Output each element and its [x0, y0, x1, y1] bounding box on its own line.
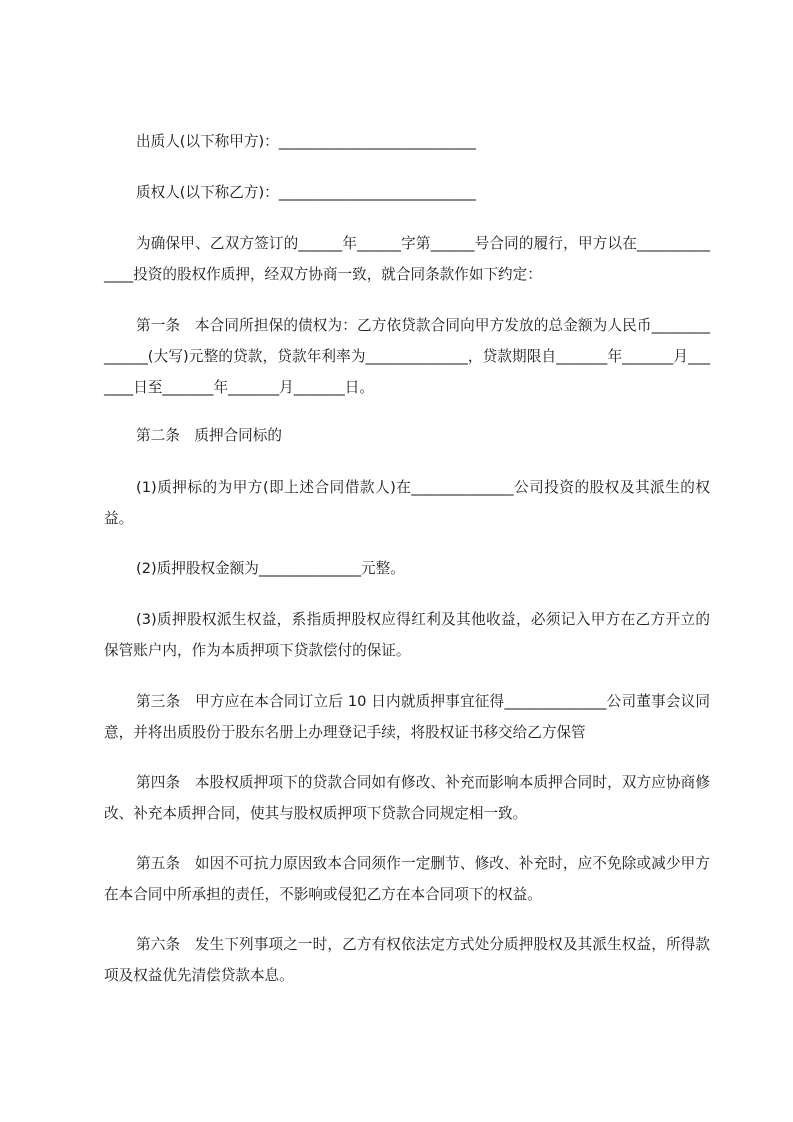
article-2-item-3: (3)质押股权派生权益，系指质押股权应得红利及其他收益，必须记入甲方在乙方开立的保管账户内，作为本质押项下贷款偿付的保证。	[104, 611, 710, 659]
pledgor-line: 出质人(以下称甲方)：___________________________	[136, 133, 476, 150]
article-3-paragraph: 第三条 甲方应在本合同订立后 10 日内就质押事宜征得______________公司董事会议同意，并将出质股份于股东名册上办理登记手续，将股权证书移交给乙方保管	[104, 693, 710, 741]
article-1-paragraph: 第一条 本合同所担保的债权为：乙方依贷款合同向甲方发放的总金额为人民币______________(大写)元整的贷款，贷款年利率为______________，贷款期限自_______年_______月_______日至_______年_______月_______日。	[104, 317, 710, 396]
pledgee-line: 质权人(以下称乙方)：___________________________	[136, 184, 476, 201]
article-2-item-1: (1)质押标的为甲方(即上述合同借款人)在______________公司投资的股权及其派生的权益。	[104, 479, 710, 527]
article-6-paragraph: 第六条 发生下列事项之一时，乙方有权依法定方式处分质押股权及其派生权益，所得款项及权益优先清偿贷款本息。	[104, 936, 710, 984]
article-4-paragraph: 第四条 本股权质押项下的贷款合同如有修改、补充而影响本质押合同时，双方应协商修改、补充本质押合同，使其与股权质押项下贷款合同规定相一致。	[104, 774, 710, 822]
preamble-paragraph: 为确保甲、乙双方签订的______年______字第______号合同的履行，甲方以在______________投资的股权作质押，经双方协商一致，就合同条款作如下约定：	[104, 235, 710, 283]
article-2-item-2: (2)质押股权金额为______________元整。	[136, 560, 405, 577]
article-2-heading: 第二条 质押合同标的	[136, 427, 282, 444]
article-5-paragraph: 第五条 如因不可抗力原因致本合同须作一定删节、修改、补充时，应不免除或减少甲方在本合同中所承担的责任，不影响或侵犯乙方在本合同项下的权益。	[104, 855, 710, 903]
